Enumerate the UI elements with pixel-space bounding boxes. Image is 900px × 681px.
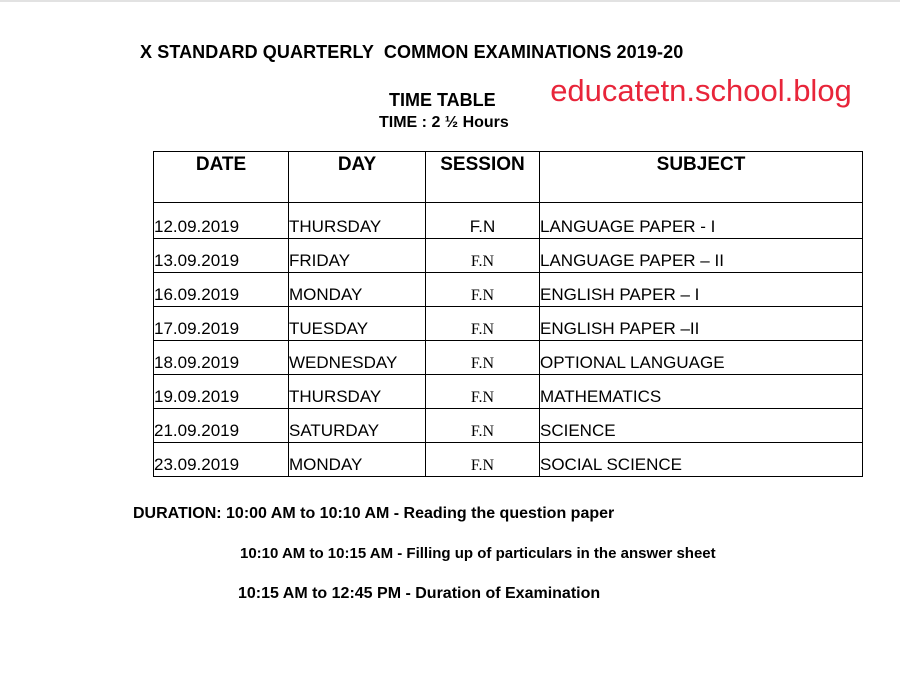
column-header-session: SESSION: [426, 152, 540, 203]
day-cell: THURSDAY: [289, 375, 426, 409]
session-cell: F.N: [426, 273, 540, 307]
table-header-row: [154, 152, 863, 203]
table-row: [154, 375, 863, 409]
session-cell: F.N: [426, 409, 540, 443]
day-cell: WEDNESDAY: [289, 341, 426, 375]
subject-cell: SCIENCE: [540, 409, 863, 443]
table-row: [154, 239, 863, 273]
session-cell: F.N: [426, 239, 540, 273]
column-header-date: DATE: [154, 152, 289, 203]
subject-cell: MATHEMATICS: [540, 375, 863, 409]
date-cell: 23.09.2019: [154, 443, 289, 477]
duration-reading-line: DURATION: 10:00 AM to 10:10 AM - Reading the question paper: [133, 505, 615, 522]
duration-filling-line: 10:10 AM to 10:15 AM - Filling up of particulars in the answer sheet: [240, 545, 716, 562]
page-title: X STANDARD QUARTERLY COMMON EXAMINATIONS 2019-20: [140, 42, 684, 62]
subject-cell: LANGUAGE PAPER - I: [540, 203, 863, 239]
timetable-heading: TIME TABLE: [389, 90, 496, 110]
exam-time-label: TIME : 2 ½ Hours: [379, 114, 509, 131]
day-cell: SATURDAY: [289, 409, 426, 443]
day-cell: FRIDAY: [289, 239, 426, 273]
subject-cell: ENGLISH PAPER – I: [540, 273, 863, 307]
session-cell: F.N: [426, 443, 540, 477]
subject-cell: OPTIONAL LANGUAGE: [540, 341, 863, 375]
date-cell: 12.09.2019: [154, 203, 289, 239]
subject-cell: SOCIAL SCIENCE: [540, 443, 863, 477]
top-rule: [0, 0, 900, 2]
table-row: [154, 409, 863, 443]
timetable-table: [153, 151, 863, 477]
date-cell: 21.09.2019: [154, 409, 289, 443]
column-header-subject: SUBJECT: [540, 152, 863, 203]
session-cell: F.N: [426, 307, 540, 341]
table-row: [154, 341, 863, 375]
table-row: [154, 307, 863, 341]
day-cell: TUESDAY: [289, 307, 426, 341]
date-cell: 19.09.2019: [154, 375, 289, 409]
subject-cell: LANGUAGE PAPER – II: [540, 239, 863, 273]
date-cell: 18.09.2019: [154, 341, 289, 375]
column-header-day: DAY: [289, 152, 426, 203]
date-cell: 17.09.2019: [154, 307, 289, 341]
session-cell: F.N: [426, 341, 540, 375]
table-row: [154, 273, 863, 307]
session-cell: F.N: [426, 203, 540, 239]
date-cell: 13.09.2019: [154, 239, 289, 273]
duration-exam-line: 10:15 AM to 12:45 PM - Duration of Examination: [238, 585, 601, 602]
subject-cell: ENGLISH PAPER –II: [540, 307, 863, 341]
table-row: [154, 203, 863, 239]
session-cell: F.N: [426, 375, 540, 409]
day-cell: THURSDAY: [289, 203, 426, 239]
day-cell: MONDAY: [289, 443, 426, 477]
day-cell: MONDAY: [289, 273, 426, 307]
date-cell: 16.09.2019: [154, 273, 289, 307]
watermark-text: educatetn.school.blog: [550, 73, 852, 108]
table-row: [154, 443, 863, 477]
